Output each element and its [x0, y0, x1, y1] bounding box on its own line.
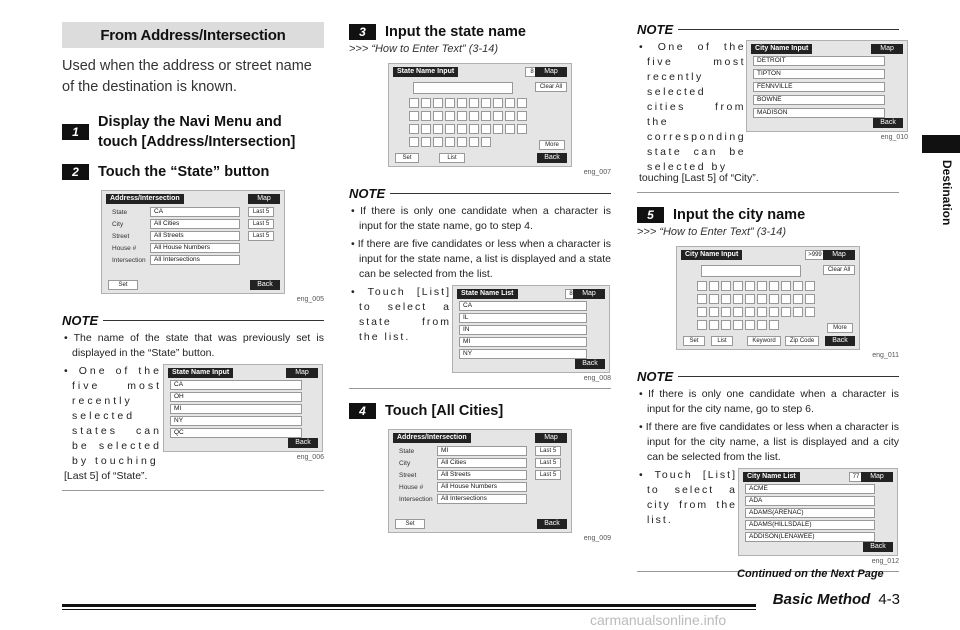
count-badge: 8 — [565, 289, 577, 299]
keyboard-key — [409, 124, 419, 134]
keyboard-key — [697, 307, 707, 317]
row-label: House # — [112, 245, 137, 252]
keyboard-key — [433, 111, 443, 121]
screen-title: State Name Input — [168, 368, 233, 378]
row-value: All Streets — [150, 231, 240, 241]
keyboard-key — [481, 111, 491, 121]
side-tab-marker — [922, 135, 960, 153]
footer — [773, 591, 900, 608]
keyboard-key — [445, 124, 455, 134]
keyboard-key — [769, 294, 779, 304]
step-text: Touch [All Cities] — [385, 403, 504, 419]
list-item: OH — [170, 392, 302, 402]
note-heading — [637, 369, 899, 384]
keyboard-key — [805, 307, 815, 317]
set-button: Set — [395, 153, 419, 163]
back-button: Back — [537, 153, 567, 163]
note-item: • If there is only one candidate when a character is input for the state name, go to step 4. — [351, 205, 611, 232]
screen-title: Address/Intersection — [393, 433, 471, 443]
keyboard-key — [409, 98, 419, 108]
keyboard-key — [697, 281, 707, 291]
step-text: Display the Navi Menu and touch [Address/Intersection] — [98, 114, 296, 150]
row-value: MI — [437, 446, 527, 456]
list-item: MI — [459, 337, 587, 347]
keyboard-key — [505, 98, 515, 108]
list-item: IL — [459, 313, 587, 323]
last5-button: Last 5 — [248, 207, 274, 217]
map-button: Map — [573, 289, 605, 299]
step-5 — [637, 205, 899, 225]
row-value: All Streets — [437, 470, 527, 480]
count-badge: 77 — [849, 472, 863, 482]
note-item: • If there is only one candidate when a character is input for the city name, go to step 6. — [639, 388, 899, 415]
keyboard-key — [793, 294, 803, 304]
note-with-figure — [349, 285, 611, 382]
map-button: Map — [535, 433, 567, 443]
screen-title: City Name Input — [751, 44, 812, 54]
keyboard-key — [781, 307, 791, 317]
keyboard-key — [445, 98, 455, 108]
keyboard-key — [709, 320, 719, 330]
keyboard-key — [721, 320, 731, 330]
list-button: List — [439, 153, 465, 163]
keyboard-key — [493, 98, 503, 108]
keyboard-key — [709, 307, 719, 317]
keyboard-key — [469, 111, 479, 121]
screenshot-city-name-list — [738, 468, 898, 556]
count-badge: 8 — [525, 67, 539, 77]
list-item: CA — [459, 301, 587, 311]
keyboard-key — [493, 111, 503, 121]
keyboard-key — [745, 320, 755, 330]
row-label: House # — [399, 484, 424, 491]
step-text: Touch the “State” button — [98, 164, 270, 180]
row-label: Street — [399, 472, 417, 479]
screenshot-state-name-list — [452, 285, 610, 373]
back-button: Back — [575, 359, 605, 369]
keyboard-key — [505, 124, 515, 134]
row-value: All House Numbers — [437, 482, 527, 492]
count-badge: >999 — [805, 250, 825, 260]
map-button: Map — [286, 368, 318, 378]
row-label: City — [399, 460, 411, 467]
back-button: Back — [863, 542, 893, 552]
note-item-cont: touching [Last 5] of “City”. — [639, 172, 759, 184]
list-item: ACME — [745, 484, 875, 494]
map-button: Map — [823, 250, 855, 260]
keyboard-key — [421, 98, 431, 108]
keyboard-key — [769, 307, 779, 317]
section-title: From Address/Intersection — [62, 22, 324, 48]
screen-title: City Name List — [743, 472, 800, 482]
keyboard-key — [757, 320, 767, 330]
keyboard-key — [457, 124, 467, 134]
keyboard-key — [481, 137, 491, 147]
keyboard-key — [781, 281, 791, 291]
last5-button: Last 5 — [535, 470, 561, 480]
footer-title: Basic Method — [772, 591, 871, 608]
row-label: Street — [112, 233, 130, 240]
keyboard-key — [421, 137, 431, 147]
side-label: Destination — [940, 160, 954, 226]
input-field — [413, 82, 513, 94]
keyboard-key — [709, 294, 719, 304]
list-item: NY — [459, 349, 587, 359]
note-title: NOTE — [637, 369, 674, 384]
figure-caption: eng_007 — [583, 169, 611, 176]
keyboard-key — [733, 320, 743, 330]
note-title: NOTE — [62, 313, 99, 328]
figure-caption: eng_008 — [583, 375, 611, 382]
screenshot-state-name-input — [163, 364, 323, 452]
divider — [349, 388, 611, 389]
keyboard-key — [433, 137, 443, 147]
step-number: 1 — [62, 124, 89, 140]
row-label: City — [112, 221, 124, 228]
keyboard-key — [457, 137, 467, 147]
figure-caption: eng_011 — [872, 352, 899, 359]
list-item: MI — [170, 404, 302, 414]
keyboard-key — [793, 307, 803, 317]
more-button: More — [539, 140, 565, 150]
back-button: Back — [873, 118, 903, 128]
figure-caption: eng_010 — [880, 134, 909, 141]
footer-rule-thin — [62, 609, 756, 610]
figure-caption: eng_006 — [296, 454, 324, 461]
screen-title: City Name Input — [681, 250, 742, 260]
figure-caption: eng_009 — [583, 535, 611, 542]
back-button: Back — [288, 438, 318, 448]
keyboard-key — [805, 281, 815, 291]
keyboard-key — [445, 111, 455, 121]
map-button: Map — [535, 67, 567, 77]
clear-all-button: Clear All — [535, 82, 567, 92]
keyboard-key — [517, 98, 527, 108]
keyboard-key — [481, 124, 491, 134]
page-number: 4-3 — [878, 591, 900, 608]
row-value: All Cities — [150, 219, 240, 229]
map-button: Map — [871, 44, 903, 54]
step-4 — [349, 401, 611, 421]
keyboard-key — [745, 307, 755, 317]
step-text: Input the state name — [385, 24, 526, 40]
step-3 — [349, 22, 611, 42]
note-heading — [637, 22, 899, 37]
keyboard-key — [781, 294, 791, 304]
list-item: BOWNE — [753, 95, 885, 105]
lead-text: Used when the address or street name of the destination is known. — [62, 58, 312, 95]
footer-rule — [62, 604, 756, 607]
row-value: All Intersections — [150, 255, 240, 265]
list-item: ADAMS(HILLSDALE) — [745, 520, 875, 530]
note-item: • Touch [List] to select a state from the list. — [351, 286, 451, 343]
screenshot-address-intersection — [101, 190, 285, 294]
keyboard-key — [493, 124, 503, 134]
keyboard-key — [697, 320, 707, 330]
list-item: ADAMS(ARENAC) — [745, 508, 875, 518]
list-item: DETROIT — [753, 56, 885, 66]
step-number: 3 — [349, 24, 376, 40]
list-item: IN — [459, 325, 587, 335]
keyboard-key — [457, 111, 467, 121]
keyboard-key — [733, 294, 743, 304]
clear-all-button: Clear All — [823, 265, 855, 275]
column-3 — [637, 22, 909, 572]
screenshot-city-name-input — [746, 40, 908, 132]
last5-button: Last 5 — [535, 446, 561, 456]
keyboard-key — [757, 294, 767, 304]
divider — [637, 192, 899, 193]
screenshot-city-keyboard — [676, 246, 860, 350]
keyboard-key — [409, 111, 419, 121]
screen-title: Address/Intersection — [106, 194, 184, 204]
keyboard-key — [469, 98, 479, 108]
step-text: Input the city name — [673, 207, 806, 223]
keyboard-key — [421, 111, 431, 121]
keyboard-key — [757, 307, 767, 317]
row-label: Intersection — [399, 496, 433, 503]
keyboard-key — [721, 307, 731, 317]
reference: >>> “How to Enter Text” (3-14) — [637, 226, 787, 238]
keyboard-key — [733, 307, 743, 317]
screenshot-address-intersection-2 — [388, 429, 572, 533]
note-item: • Touch [List] to select a city from the list. — [639, 469, 737, 526]
set-button: Set — [108, 280, 138, 290]
keyboard-key — [697, 294, 707, 304]
keyboard-key — [745, 281, 755, 291]
note-with-figure — [62, 364, 324, 484]
note-heading — [349, 186, 611, 201]
keyboard-key — [421, 124, 431, 134]
list-item: CA — [170, 380, 302, 390]
back-button: Back — [825, 336, 855, 346]
back-button: Back — [537, 519, 567, 529]
last5-button: Last 5 — [535, 458, 561, 468]
list-item: ADA — [745, 496, 875, 506]
keyboard-key — [457, 98, 467, 108]
note-with-figure — [637, 40, 909, 175]
back-button: Back — [250, 280, 280, 290]
note-item: • The name of the state that was previously set is displayed in the “State” button. — [64, 332, 324, 359]
set-button: Set — [683, 336, 705, 346]
keyboard-key — [445, 137, 455, 147]
keyboard-key — [769, 320, 779, 330]
keyboard-key — [757, 281, 767, 291]
keyboard-key — [409, 137, 419, 147]
step-number: 2 — [62, 164, 89, 180]
last5-button: Last 5 — [248, 219, 274, 229]
keyword-button: Keyword — [747, 336, 781, 346]
map-button: Map — [248, 194, 280, 204]
row-value: All House Numbers — [150, 243, 240, 253]
keyboard-key — [481, 98, 491, 108]
keyboard-key — [745, 294, 755, 304]
keyboard-key — [721, 281, 731, 291]
figure-caption: eng_012 — [871, 558, 899, 565]
map-button: Map — [861, 472, 893, 482]
step-2 — [62, 162, 324, 182]
keyboard-key — [769, 281, 779, 291]
more-button: More — [827, 323, 853, 333]
keyboard-key — [721, 294, 731, 304]
keyboard-key — [433, 98, 443, 108]
row-value: CA — [150, 207, 240, 217]
note-with-figure — [637, 468, 899, 565]
note-item-cont: [Last 5] of “State”. — [64, 470, 148, 482]
note-title: NOTE — [349, 186, 386, 201]
keyboard-key — [709, 281, 719, 291]
keyboard-key — [469, 137, 479, 147]
screenshot-state-keyboard — [388, 63, 572, 167]
keyboard-key — [469, 124, 479, 134]
keyboard-key — [733, 281, 743, 291]
step-number: 5 — [637, 207, 664, 223]
note-heading — [62, 313, 324, 328]
list-item: ADDISON(LENAWEE) — [745, 532, 875, 542]
step-1 — [62, 112, 324, 152]
column-2 — [349, 22, 611, 542]
divider — [62, 490, 324, 491]
list-item: MADISON — [753, 108, 885, 118]
row-value: All Intersections — [437, 494, 527, 504]
screen-title: State Name List — [457, 289, 518, 299]
screen-title: State Name Input — [393, 67, 458, 77]
column-1 — [62, 22, 324, 491]
note-title: NOTE — [637, 22, 674, 37]
note-item: • One of the five most recently selected cities from the corresponding state can be selected by — [639, 41, 747, 173]
list-item: TIPTON — [753, 69, 885, 79]
row-label: State — [112, 209, 128, 216]
last5-button: Last 5 — [248, 231, 274, 241]
keyboard-key — [517, 111, 527, 121]
list-item: QC — [170, 428, 302, 438]
row-value: All Cities — [437, 458, 527, 468]
keyboard-key — [793, 281, 803, 291]
watermark: carmanualsonline.info — [590, 612, 727, 628]
input-field — [701, 265, 801, 277]
list-item: FENNVILLE — [753, 82, 885, 92]
keyboard-key — [805, 294, 815, 304]
keyboard-key — [517, 124, 527, 134]
note-item: • If there are five candidates or less when a character is input for the state name, a list is displayed and a state can be selected from the list. — [351, 238, 611, 280]
zip-code-button: Zip Code — [785, 336, 819, 346]
note-item: • If there are five candidates or less when a character is input for the city name, a list is displayed and a city can be selected from the list. — [639, 421, 899, 463]
list-button: List — [711, 336, 733, 346]
step-number: 4 — [349, 403, 376, 419]
keyboard-key — [433, 124, 443, 134]
note-item: • One of the five most recently selected states can be selected by touching — [64, 365, 162, 467]
figure-caption: eng_005 — [296, 296, 324, 303]
reference: >>> “How to Enter Text” (3-14) — [349, 43, 499, 55]
list-item: NY — [170, 416, 302, 426]
row-label: Intersection — [112, 257, 146, 264]
set-button: Set — [395, 519, 425, 529]
keyboard-key — [505, 111, 515, 121]
continued-note: Continued on the Next Page — [737, 568, 884, 580]
row-label: State — [399, 448, 415, 455]
